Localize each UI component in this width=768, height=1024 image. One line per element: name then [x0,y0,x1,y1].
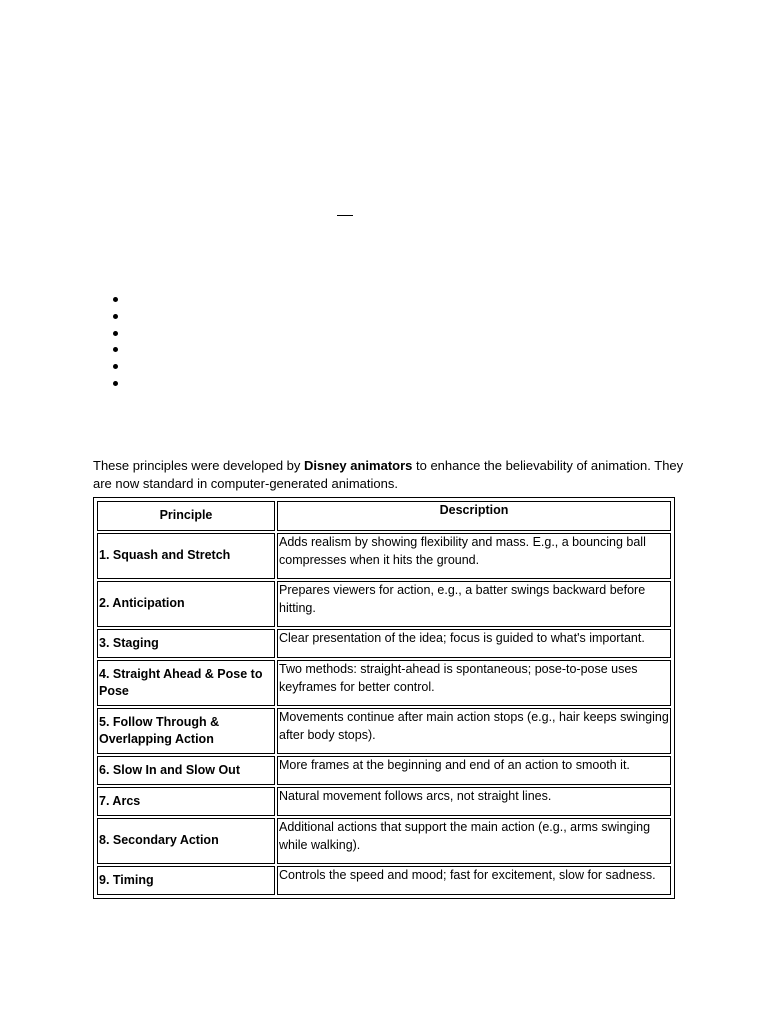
column-header-principle: Principle [97,501,275,531]
principles-table-frame [93,497,675,899]
bullet-dot-icon [113,347,118,352]
table-row [97,629,671,658]
principle-cell: 7. Arcs [97,787,275,816]
principle-cell: 9. Timing [97,866,275,895]
table-header-row [97,501,671,531]
column-header-description: Description [277,501,671,531]
table-row [97,533,671,579]
principle-cell: 6. Slow In and Slow Out [97,756,275,785]
table-row [97,756,671,785]
intro-paragraph [93,457,693,492]
intro-text-before: These principles were developed by [93,458,305,473]
description-cell: Prepares viewers for action, e.g., a batter swings backward before hitting. [277,581,671,627]
principle-cell: 5. Follow Through & Overlapping Action [97,708,275,754]
table-row [97,660,671,706]
bullet-dot-icon [113,364,118,369]
table-row [97,787,671,816]
description-cell: Additional actions that support the main action (e.g., arms swinging while walking). [277,818,671,864]
table-row [97,818,671,864]
principle-cell: 8. Secondary Action [97,818,275,864]
intro-bold-text: Disney animators [304,458,413,473]
principle-cell: 2. Anticipation [97,581,275,627]
principle-cell: 4. Straight Ahead & Pose to Pose [97,660,275,706]
description-cell: Adds realism by showing flexibility and mass. E.g., a bouncing ball compresses when it hits the ground. [277,533,671,579]
intro-text-after: to enhance the believability of animation. They are now standard in computer-generated animations. [93,458,684,491]
description-cell: Natural movement follows arcs, not straight lines. [277,787,671,816]
bullet-dot-icon [113,314,118,319]
description-cell: Two methods: straight-ahead is spontaneous; pose-to-pose uses keyframes for better control. [277,660,671,706]
description-cell: Clear presentation of the idea; focus is guided to what's important. [277,629,671,658]
table-row [97,866,671,895]
description-cell: Movements continue after main action stops (e.g., hair keeps swinging after body stops). [277,708,671,754]
bullet-dot-icon [113,297,118,302]
dash-line [337,215,353,216]
description-cell: More frames at the beginning and end of an action to smooth it. [277,756,671,785]
bullet-dot-icon [113,381,118,386]
table-row [97,581,671,627]
principle-cell: 3. Staging [97,629,275,658]
table-row [97,708,671,754]
bullet-dot-icon [113,331,118,336]
principles-table [95,499,673,897]
principle-cell: 1. Squash and Stretch [97,533,275,579]
description-cell: Controls the speed and mood; fast for excitement, slow for sadness. [277,866,671,895]
